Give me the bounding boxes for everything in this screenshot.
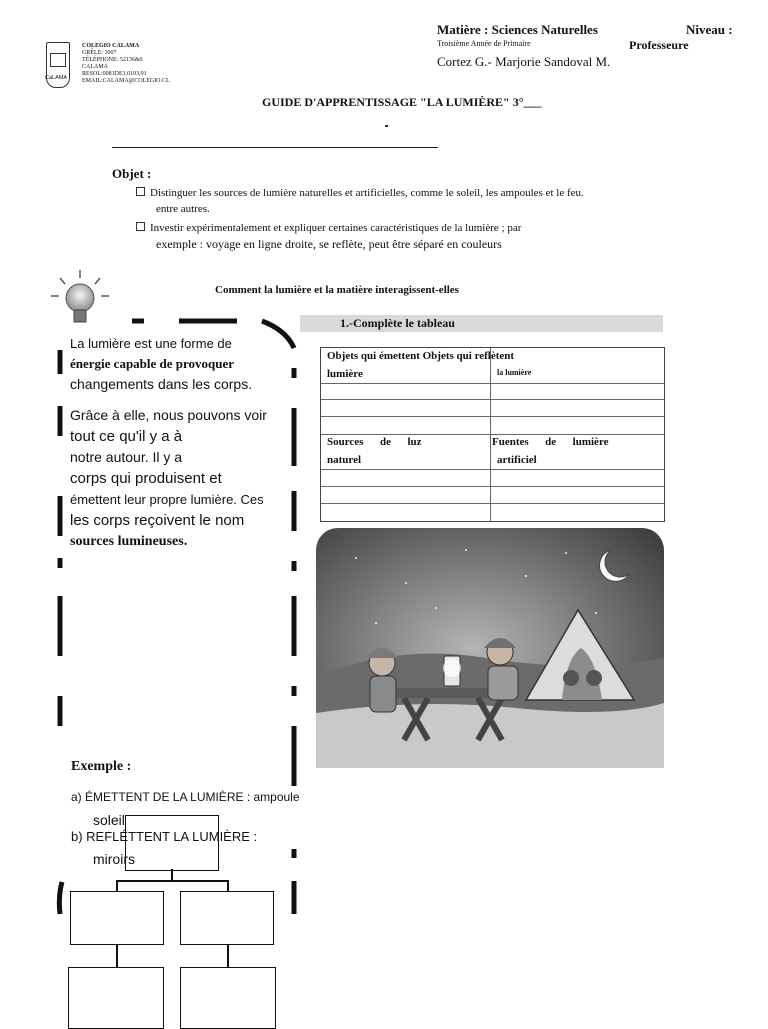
title-dot [385,125,388,127]
light-sources-text: Grâce à elle, nous pouvons voir tout ce qu'il y a à notre autour. Il y a corps qui produisent et émettent leur propre lumière. Ces les corps reçoivent le nom sources lumineuses. [70,407,267,549]
table-header-emit-cont: lumière [327,368,363,380]
table-header-artificial-cont: artificiel [497,454,537,466]
table-header-reflect-cont: la lumière [497,368,532,377]
level-label: Niveau : [686,22,733,37]
school-info: COLEGIO CALAMA GRÊLE: 3007 TÉLÉPHONE: 52136&0 CALAMA RESOL:0081DE1,0103,91 EMAIL:CALAMA@COLEGIO.CL [82,43,170,84]
section-title: Comment la lumière et la matière interagissent-elles [215,284,459,296]
grade: Troisième Année de Primaire [437,39,531,48]
exemple-a: a) ÉMETTENT DE LA LUMIÈRE : ampoule [71,790,300,804]
checkbox-icon [136,187,145,196]
logo-text: CaLAMA [45,75,68,81]
exemple-a-cont: soleil [93,812,125,828]
checkbox-icon [136,222,145,231]
name-line[interactable] [112,147,438,148]
concept-map-box-left[interactable] [70,891,164,945]
table-header-natural: Sources de luz [327,436,422,448]
exercise-title: 1.-Complète le tableau [340,316,455,330]
connector [116,944,118,968]
page-title: GUIDE D'APPRENTISSAGE "LA LUMIÈRE" 3°___ [262,95,542,109]
camping-illustration [316,528,664,768]
table-header-artificial: Fuentes de lumière [492,436,609,448]
exemple-b: b) REFLÉTTENT LA LUMIÈRE : [71,829,258,844]
sources-table [320,347,665,522]
concept-map-box-right[interactable] [180,891,274,945]
concept-map-box-bottom-right[interactable] [180,967,276,1029]
objet-heading: Objet : [112,166,152,181]
teacher-label: Professeure [629,38,689,52]
logo-emblem-icon [50,53,66,67]
exemple-heading: Exemple : [71,759,132,774]
concept-map-box-bottom-left[interactable] [68,967,164,1029]
table-header-natural-cont: naturel [327,454,362,466]
teacher-name: Cortez G.- Marjorie Sandoval M. [437,54,611,69]
subject: Matière : Sciences Naturelles [437,22,598,37]
concept-map-root-box[interactable] [125,815,219,871]
table-header-emit-reflect: Objets qui émettent Objets qui reflètent [327,350,515,362]
exemple-b-cont: miroirs [93,851,135,867]
connector [116,880,228,882]
objet-item-1: Distinguer les sources de lumière naturelles et artificielles, comme le soleil, les ampoules et le feu. entre autres. [136,185,584,217]
connector [227,944,229,968]
light-definition: La lumière est une forme de énergie capable de provoquer changements dans les corps. [70,336,253,392]
objet-item-2: Investir expérimentalement et expliquer certaines caractéristiques de la lumière ; par exemple : voyage en ligne droite, se reflète, peut être séparé en couleurs [136,220,521,252]
